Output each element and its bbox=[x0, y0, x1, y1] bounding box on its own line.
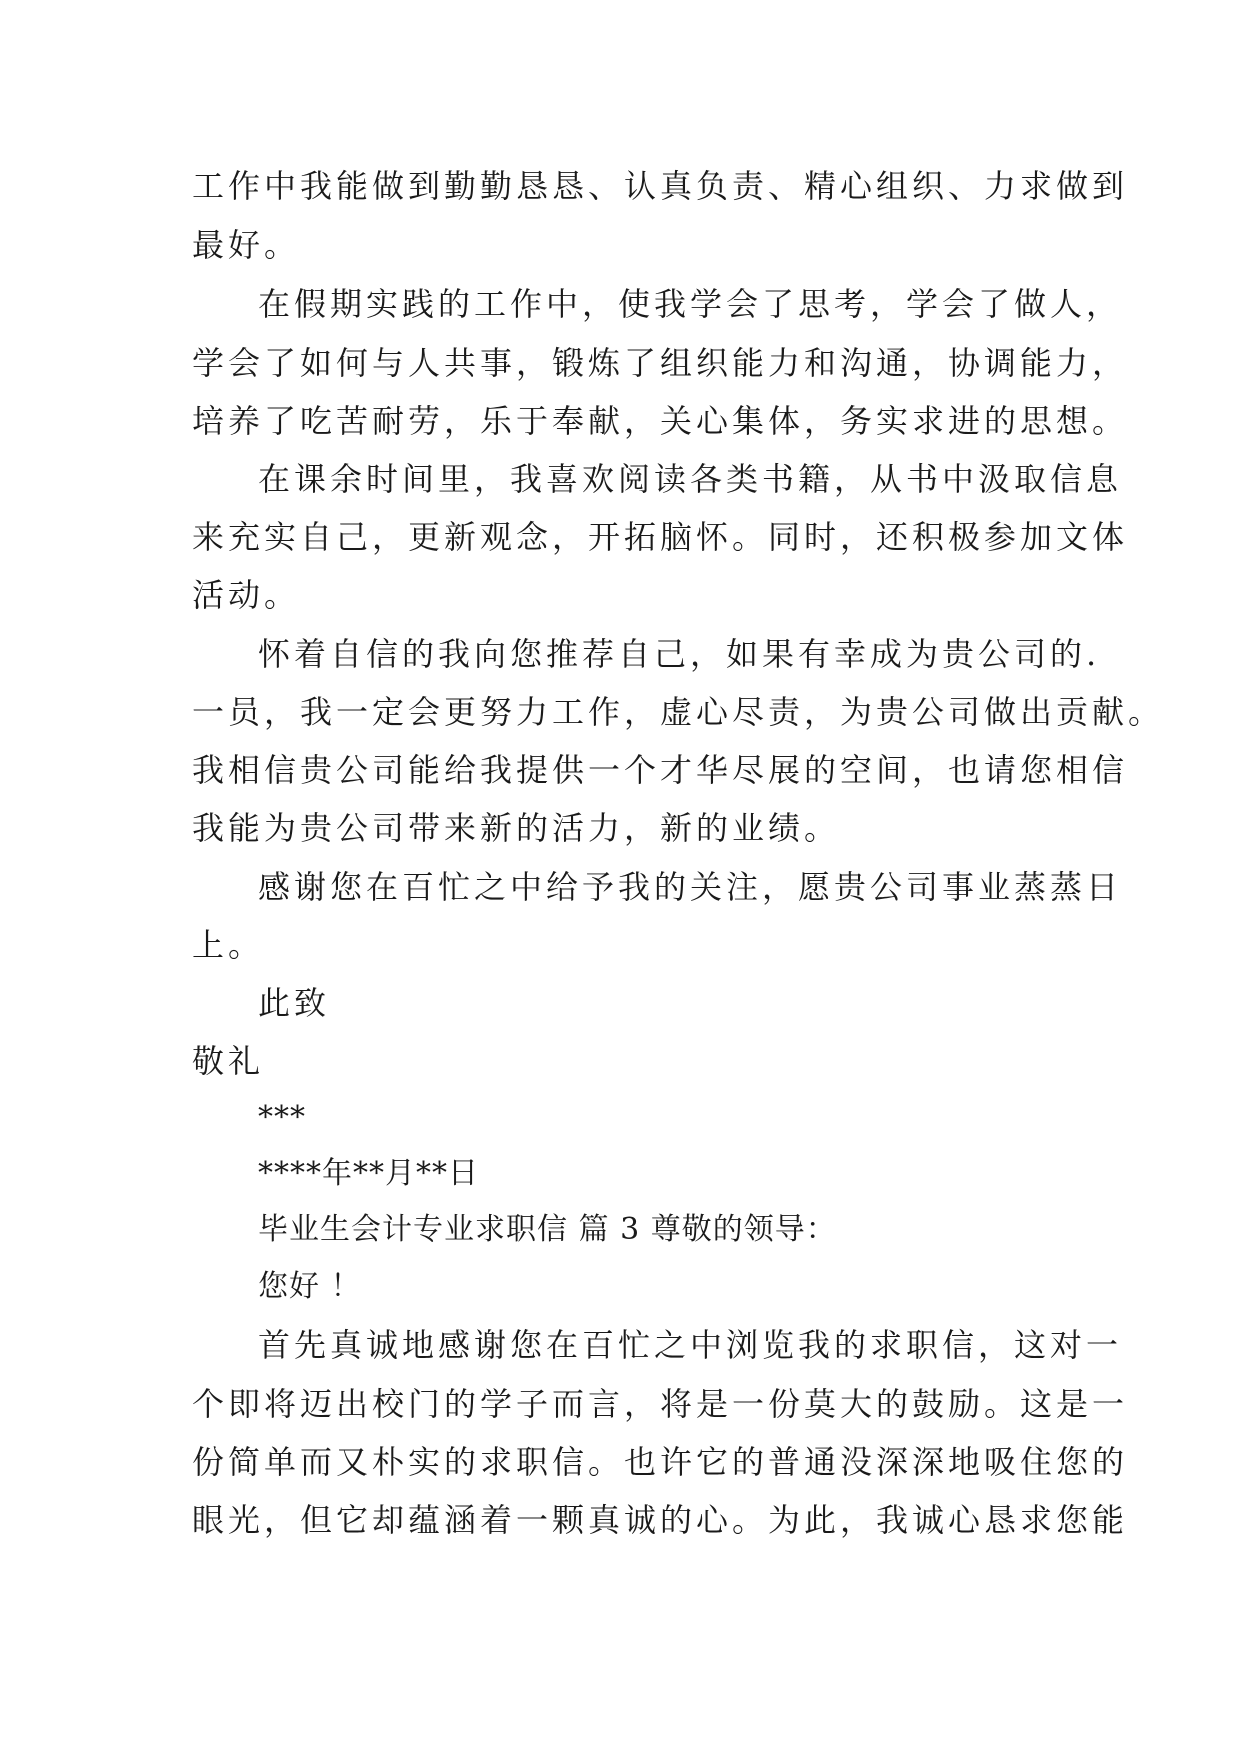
section-heading: 毕业生会计专业求职信 篇 3 尊敬的领导： bbox=[258, 1212, 837, 1247]
closing-salutation: 此致 bbox=[258, 984, 331, 1022]
text-line: 我相信贵公司能给我提供一个才华尽展的空间，也请您相信 bbox=[192, 751, 1129, 789]
paragraph-start-line: 在假期实践的工作中，使我学会了思考，学会了做人， bbox=[258, 285, 1123, 323]
closing-regards: 敬礼 bbox=[192, 1042, 265, 1080]
text-line: 个即将迈出校门的学子而言，将是一份莫大的鼓励。这是一 bbox=[192, 1385, 1129, 1423]
paragraph-start-line: 首先真诚地感谢您在百忙之中浏览我的求职信，这对一 bbox=[258, 1326, 1123, 1364]
text-line: 一员，我一定会更努力工作，虚心尽责，为贵公司做出贡献。 bbox=[192, 693, 1165, 731]
text-line: 眼光，但它却蕴涵着一颗真诚的心。为此，我诚心恳求您能 bbox=[192, 1501, 1129, 1539]
text-line: 学会了如何与人共事，锻炼了组织能力和沟通，协调能力， bbox=[192, 344, 1129, 382]
paragraph-start-line: 在课余时间里，我喜欢阅读各类书籍，从书中汲取信息 bbox=[258, 460, 1123, 498]
paragraph-start-line: 感谢您在百忙之中给予我的关注，愿贵公司事业蒸蒸日 bbox=[258, 868, 1123, 906]
text-line: 最好。 bbox=[192, 226, 301, 264]
greeting: 您好 ！ bbox=[258, 1269, 362, 1304]
paragraph-start-line: 怀着自信的我向您推荐自己，如果有幸成为贵公司的. bbox=[258, 635, 1101, 673]
text-line: 活动。 bbox=[192, 576, 301, 614]
signature-date: ****年**月**日 bbox=[258, 1156, 479, 1191]
text-line: 工作中我能做到勤勤恳恳、认真负责、精心组织、力求做到 bbox=[192, 167, 1129, 205]
text-line: 份简单而又朴实的求职信。也许它的普通没深深地吸住您的 bbox=[192, 1443, 1129, 1481]
signature-name: *** bbox=[258, 1100, 306, 1135]
text-line: 来充实自己，更新观念，开拓脑怀。同时，还积极参加文体 bbox=[192, 518, 1129, 556]
text-line: 培养了吃苦耐劳，乐于奉献，关心集体，务实求进的思想。 bbox=[192, 402, 1129, 440]
text-line: 我能为贵公司带来新的活力，新的业绩。 bbox=[192, 809, 841, 847]
text-line: 上。 bbox=[192, 926, 265, 964]
